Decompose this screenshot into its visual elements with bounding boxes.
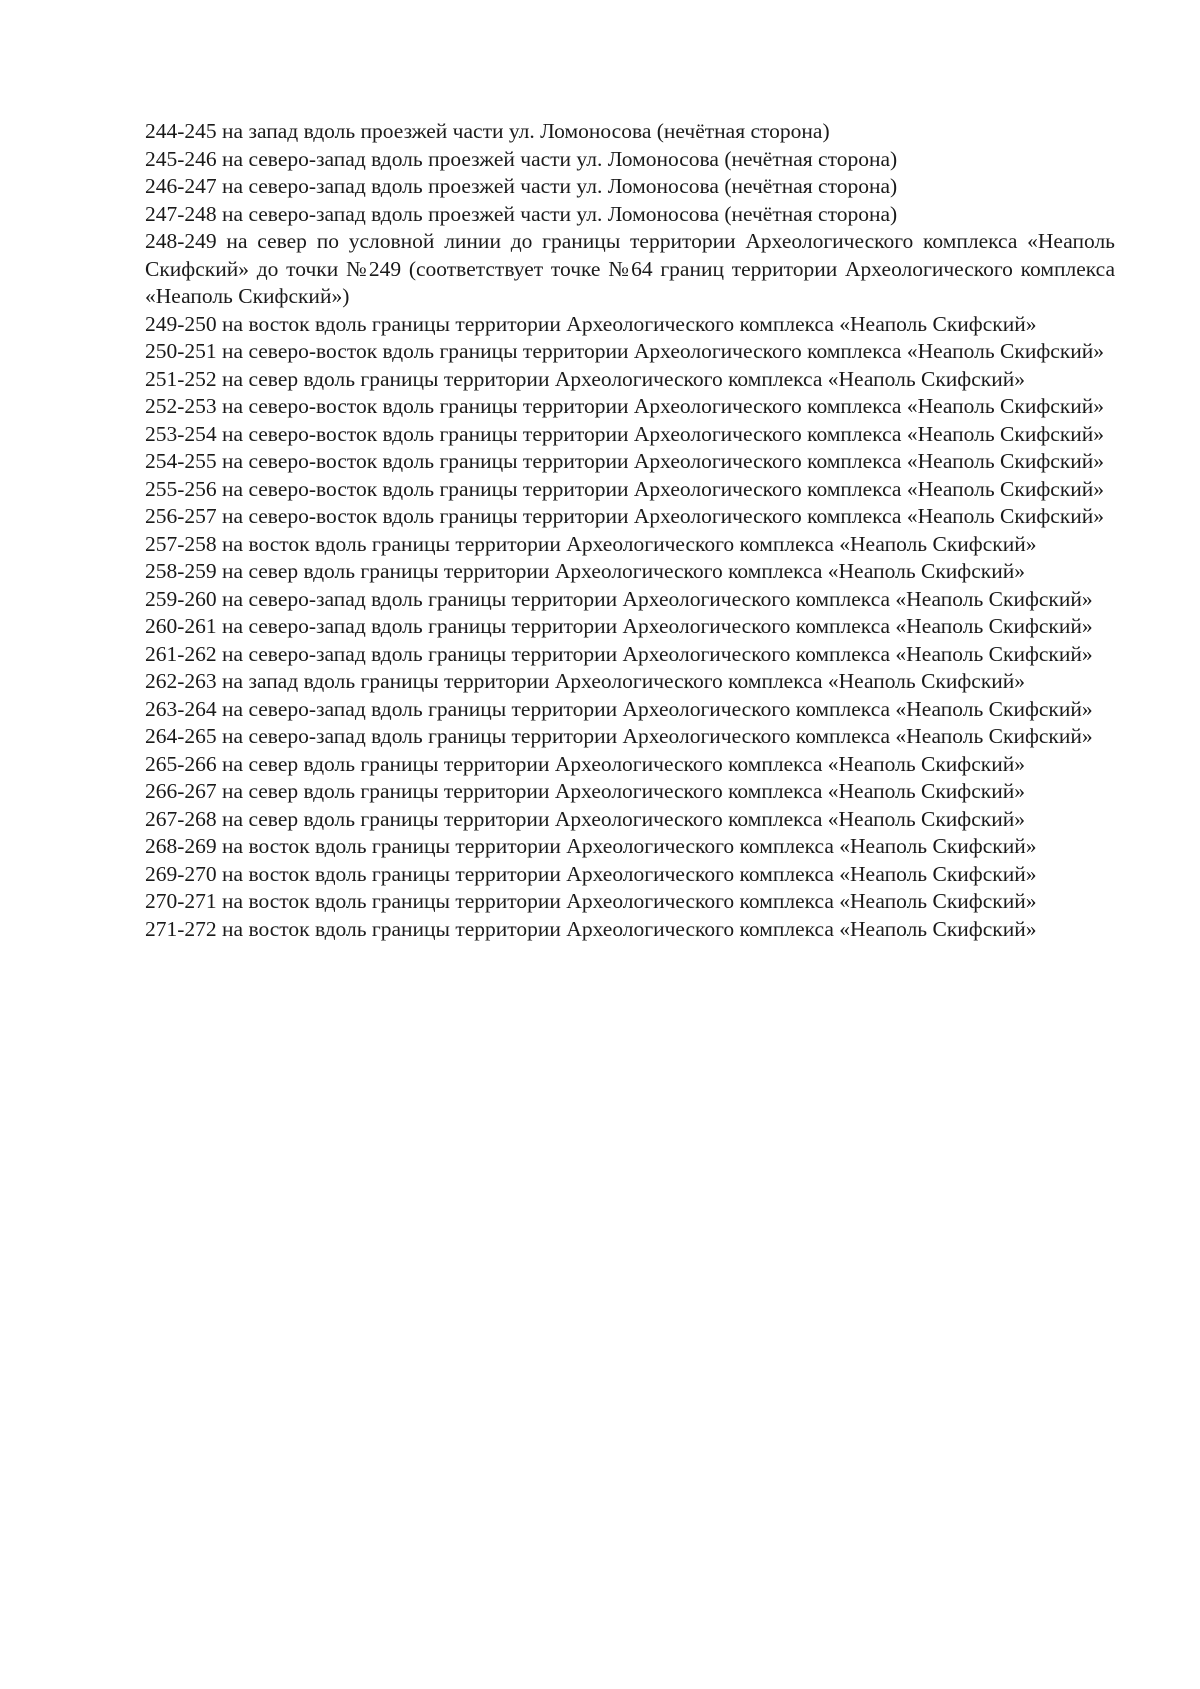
boundary-entry-254-255: 254-255 на северо-восток вдоль границы территории Археологического комплекса «Неаполь Скифский» [145,449,1105,473]
boundary-entry-253-254: 253-254 на северо-восток вдоль границы территории Археологического комплекса «Неаполь Скифский» [145,421,1105,446]
boundary-entry-269-270: 269-270 на восток вдоль границы территории Археологического комплекса «Неаполь Скифский» [145,861,1037,886]
boundary-entry-258-259: 258-259 на север вдоль границы территории Археологического комплекса «Неаполь Скифский» [145,559,1025,583]
boundary-entry-262-263: 262-263 на запад вдоль границы территории Археологического комплекса «Неаполь Скифский» [145,669,1026,693]
boundary-entry-248-249: 248-249 на север по условной линии до границы территории Археологического комплекса «Неаполь Скифский» до точки №249 (соответствует точке №64 границ территории Археологического комплекса «Неаполь Скифский») [145,229,1115,308]
boundary-entry-245-246: 245-246 на северо-запад вдоль проезжей части ул. Ломоносова (нечётная сторона) [145,146,898,171]
boundary-entry-257-258: 257-258 на восток вдоль границы территории Археологического комплекса «Неаполь Скифский» [145,531,1037,556]
boundary-entry-247-248: 247-248 на северо-запад вдоль проезжей части ул. Ломоносова (нечётная сторона) [145,201,898,226]
boundary-entry-271-272: 271-272 на восток вдоль границы территории Археологического комплекса «Неаполь Скифский» [145,916,1037,941]
boundary-entry-261-262: 261-262 на северо-запад вдоль границы территории Археологического комплекса «Неаполь Скифский» [145,641,1093,666]
boundary-entry-259-260: 259-260 на северо-запад вдоль границы территории Археологического комплекса «Неаполь Скифский» [145,586,1093,611]
boundary-entry-244-245: 244-245 на запад вдоль проезжей части ул. Ломоносова (нечётная сторона) [145,119,830,143]
boundary-entry-270-271: 270-271 на восток вдоль границы территории Археологического комплекса «Неаполь Скифский» [145,889,1037,913]
boundary-entry-256-257: 256-257 на северо-восток вдоль границы территории Археологического комплекса «Неаполь Скифский» [145,504,1105,528]
boundary-entry-246-247: 246-247 на северо-запад вдоль проезжей части ул. Ломоносова (нечётная сторона) [145,174,898,198]
boundary-entry-255-256: 255-256 на северо-восток вдоль границы территории Археологического комплекса «Неаполь Скифский» [145,476,1105,501]
boundary-entry-267-268: 267-268 на север вдоль границы территории Археологического комплекса «Неаполь Скифский» [145,806,1025,831]
boundary-entry-266-267: 266-267 на север вдоль границы территории Археологического комплекса «Неаполь Скифский» [145,779,1025,803]
boundary-entry-263-264: 263-264 на северо-запад вдоль границы территории Археологического комплекса «Неаполь Скифский» [145,696,1093,721]
boundary-entry-250-251: 250-251 на северо-восток вдоль границы территории Археологического комплекса «Неаполь Скифский» [145,339,1105,363]
boundary-entry-264-265: 264-265 на северо-запад вдоль границы территории Археологического комплекса «Неаполь Скифский» [145,724,1093,748]
boundary-entry-251-252: 251-252 на север вдоль границы территории Археологического комплекса «Неаполь Скифский» [145,366,1025,391]
boundary-entry-268-269: 268-269 на восток вдоль границы территории Археологического комплекса «Неаполь Скифский» [145,834,1037,858]
boundary-entry-260-261: 260-261 на северо-запад вдоль границы территории Археологического комплекса «Неаполь Скифский» [145,614,1093,638]
document-page [145,118,1115,943]
boundary-entry-249-250: 249-250 на восток вдоль границы территории Археологического комплекса «Неаполь Скифский» [145,311,1037,336]
boundary-entry-252-253: 252-253 на северо-восток вдоль границы территории Археологического комплекса «Неаполь Скифский» [145,394,1105,418]
boundary-entry-265-266: 265-266 на север вдоль границы территории Археологического комплекса «Неаполь Скифский» [145,751,1025,776]
